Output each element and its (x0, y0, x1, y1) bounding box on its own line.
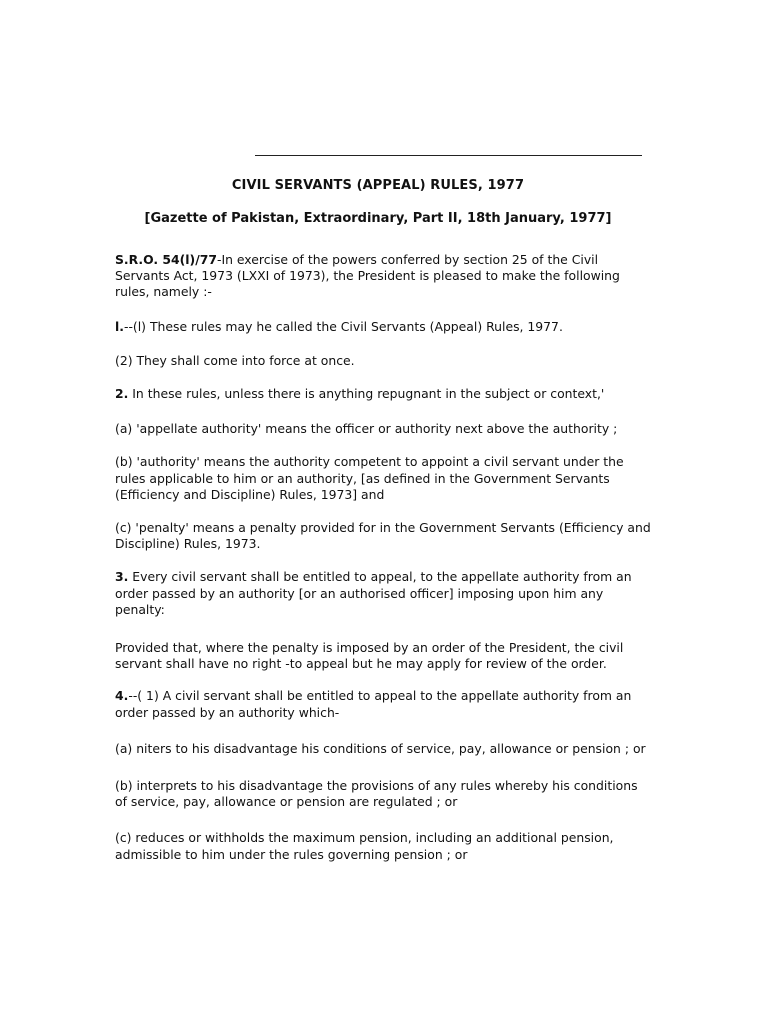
paragraph-definition-b (115, 454, 651, 503)
document-body (115, 252, 651, 863)
paragraph-text: In these rules, unless there is anything repugnant in the subject or context,' (128, 386, 605, 402)
paragraph-rule-1 (115, 319, 651, 335)
paragraph-text: --(l) These rules may he called the Civil Servants (Appeal) Rules, 1977. (123, 318, 563, 334)
paragraph-lead: 2. (115, 386, 129, 402)
paragraph-text: (a) 'appellate authority' means the officer or authority next above the authority ; (115, 421, 618, 437)
paragraph-text: Every civil servant shall be entitled to appeal, to the appellate authority from an order passed by an authority [or an authorised officer] imposing upon him any penalty: (115, 569, 632, 617)
document-title: CIVIL SERVANTS (APPEAL) RULES, 1977 (231, 178, 525, 193)
paragraph-rule-1-2 (115, 353, 651, 369)
paragraph-text: (b) interprets to his disadvantage the provisions of any rules whereby his conditions of service, pay, allowance or pension are regulated ; or (115, 778, 638, 810)
paragraph-text: -In exercise of the powers conferred by section 25 of the Civil Servants Act, 1973 (LXXI of 1973), the President is pleased to make the following rules, namely :- (115, 252, 620, 300)
paragraph-lead: S.R.O. 54(l)/77 (115, 252, 217, 267)
paragraph-lead: 3. (115, 569, 129, 585)
paragraph-definition-c (115, 520, 651, 552)
paragraph-text: (a) niters to his disadvantage his conditions of service, pay, allowance or pension ; or (115, 740, 646, 756)
paragraph-lead: l. (115, 318, 124, 334)
paragraph-lead: 4. (115, 688, 129, 704)
paragraph-rule-4-b (115, 778, 651, 810)
paragraph-text: --( 1) A civil servant shall be entitled to appeal to the appellate authority from an order passed by an authority which- (115, 688, 632, 720)
paragraph-rule-3 (115, 569, 651, 618)
gazette-reference: [Gazette of Pakistan, Extraordinary, Part II, 18th January, 1977] (144, 211, 612, 226)
paragraph-text: (c) 'penalty' means a penalty provided for in the Government Servants (Efficiency and Discipline) Rules, 1973. (115, 520, 651, 552)
paragraph-text: Provided that, where the penalty is imposed by an order of the President, the civil servant shall have no right -to appeal but he may apply for review of the order. (115, 640, 624, 672)
paragraph-text: (b) 'authority' means the authority competent to appoint a civil servant under the rules applicable to him or an authority, [as defined in the Government Servants (Efficiency and Discipline) Rules, 1973] and (115, 454, 624, 502)
paragraph-rule-2 (115, 386, 651, 402)
paragraph-rule-4-c (115, 830, 651, 862)
paragraph-rule-4-a (115, 741, 651, 757)
paragraph-rule-4 (115, 688, 651, 720)
paragraph-sro (115, 252, 651, 301)
header-rule (255, 155, 642, 156)
paragraph-definition-a (115, 421, 651, 437)
paragraph-text: (c) reduces or withholds the maximum pension, including an additional pension, admissible to him under the rules governing pension ; or (115, 830, 614, 862)
paragraph-proviso (115, 640, 651, 672)
paragraph-text: (2) They shall come into force at once. (115, 352, 355, 368)
